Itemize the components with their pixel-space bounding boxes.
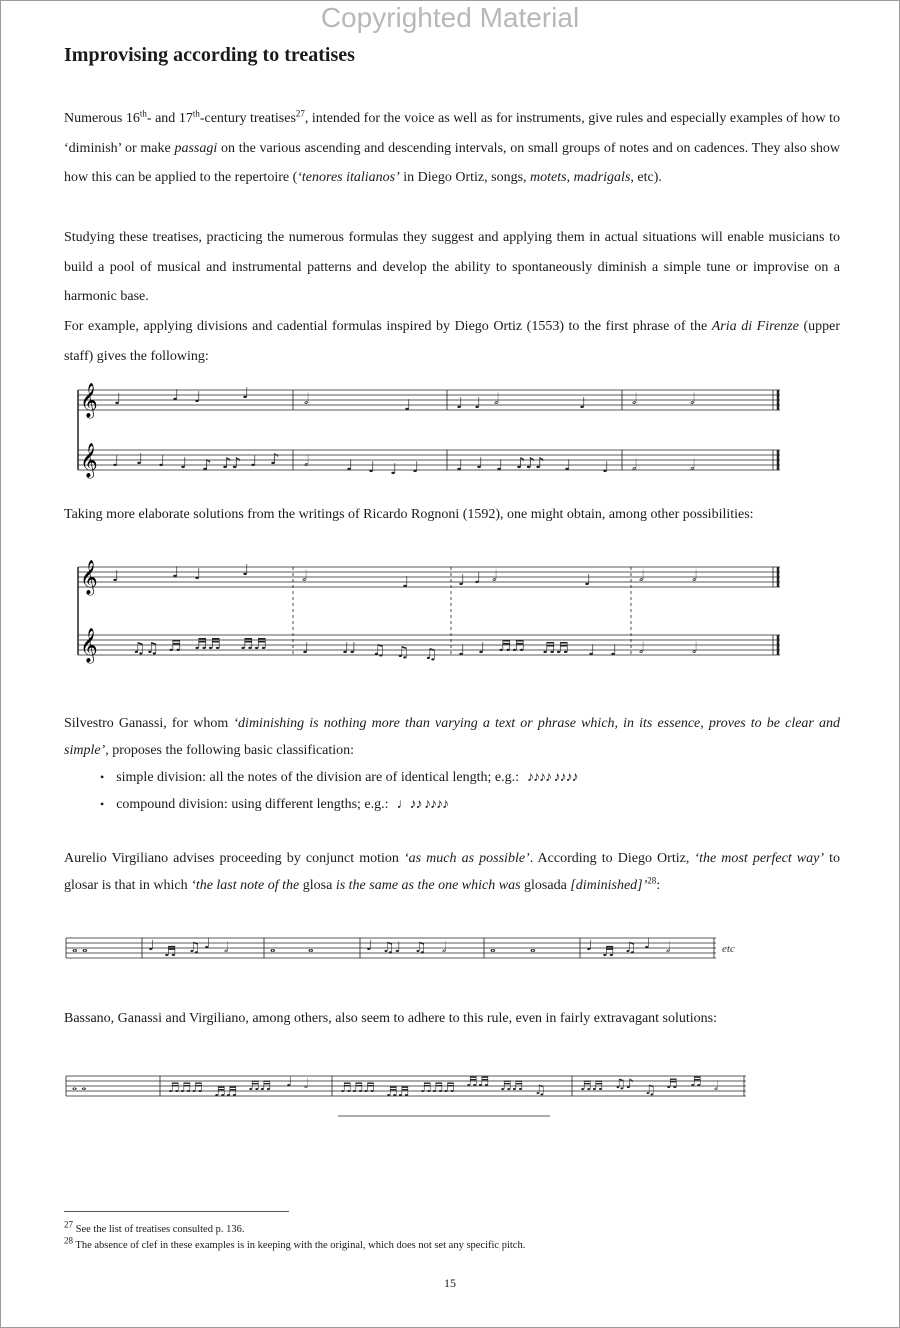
svg-text:♩: ♩ bbox=[579, 394, 587, 412]
svg-text:𝅗𝅥: 𝅗𝅥 bbox=[302, 567, 307, 585]
svg-text:𝅗𝅥: 𝅗𝅥 bbox=[494, 390, 499, 408]
svg-text:♩: ♩ bbox=[474, 394, 482, 412]
svg-text:♩: ♩ bbox=[496, 456, 504, 474]
svg-text:♫: ♫ bbox=[424, 645, 438, 663]
svg-text:♩: ♩ bbox=[194, 388, 202, 406]
svg-text:♩: ♩ bbox=[242, 384, 250, 402]
svg-text:𝅗𝅥: 𝅗𝅥 bbox=[666, 940, 671, 956]
svg-text:𝅗𝅥: 𝅗𝅥 bbox=[304, 390, 309, 408]
svg-text:𝅗𝅥: 𝅗𝅥 bbox=[692, 567, 697, 585]
svg-text:♩: ♩ bbox=[458, 641, 466, 659]
svg-text:♫: ♫ bbox=[414, 940, 427, 956]
paragraph-bassano: Bassano, Ganassi and Virgiliano, among others, also seem to adhere to this rule, even in fairly extravagant solutions: bbox=[64, 1011, 717, 1026]
svg-text:♩: ♩ bbox=[564, 456, 572, 474]
svg-text:𝄞: 𝄞 bbox=[80, 383, 98, 418]
svg-text:♫: ♫ bbox=[534, 1083, 546, 1098]
note-example: ♪♪♪♪ ♪♪♪♪ bbox=[527, 770, 578, 785]
svg-text:♪: ♪ bbox=[202, 456, 212, 474]
svg-text:♩: ♩ bbox=[148, 938, 155, 954]
svg-text:♪♪♪: ♪♪♪ bbox=[516, 454, 545, 472]
footnote-28: $^{28}$ The absence of clef in these examples is in keeping with the original, which does not set any specific pitch. bbox=[64, 1235, 526, 1251]
svg-text:♬♬: ♬♬ bbox=[194, 635, 221, 653]
svg-text:♫: ♫ bbox=[624, 940, 637, 956]
svg-text:♬♬: ♬♬ bbox=[466, 1075, 490, 1090]
svg-text:𝅗𝅥: 𝅗𝅥 bbox=[632, 456, 637, 474]
svg-text:♩: ♩ bbox=[456, 394, 464, 412]
svg-text:♩: ♩ bbox=[368, 458, 376, 476]
svg-text:♩: ♩ bbox=[172, 563, 180, 581]
svg-text:♩: ♩ bbox=[366, 938, 373, 954]
note-example: ♩♪♪ ♪♪♪♪ bbox=[396, 797, 449, 812]
svg-text:♬♬♬: ♬♬♬ bbox=[340, 1081, 375, 1096]
svg-text:♫♩: ♫♩ bbox=[382, 940, 402, 956]
svg-text:𝅗𝅥: 𝅗𝅥 bbox=[639, 639, 644, 657]
svg-text:𝅗𝅥: 𝅗𝅥 bbox=[304, 452, 309, 470]
section-heading: Improvising according to treatises bbox=[64, 44, 355, 66]
music-example-rognoni bbox=[64, 555, 784, 665]
svg-text:𝅝: 𝅝 bbox=[490, 940, 496, 956]
svg-text:𝅗𝅥: 𝅗𝅥 bbox=[442, 940, 447, 956]
svg-text:♩: ♩ bbox=[390, 460, 398, 478]
svg-text:♩: ♩ bbox=[112, 567, 120, 585]
svg-text:♩: ♩ bbox=[586, 938, 593, 954]
svg-text:𝅝 𝅝: 𝅝 𝅝 bbox=[72, 1079, 87, 1094]
svg-text:𝄞: 𝄞 bbox=[80, 560, 98, 595]
svg-text:𝅗𝅥: 𝅗𝅥 bbox=[714, 1079, 719, 1094]
svg-text:♬♬: ♬♬ bbox=[542, 639, 569, 657]
svg-text:♬♬: ♬♬ bbox=[500, 1079, 524, 1094]
paragraph-rognoni: Taking more elaborate solutions from the writings of Ricardo Rognoni (1592), one might obtain, among other possibilities: bbox=[64, 507, 754, 522]
svg-text:♩: ♩ bbox=[136, 450, 144, 468]
paragraph-treatises: Numerous 16th- and 17th-century treatises$^{27}$, intended for the voice as well as for instruments, give rules and especially examples of how to ‘diminish’ or make passagi on the various ascending and descending intervals, on small groups of notes and on cadences. They also show how this can be applied to the repertoire (‘tenores italianos’ in Diego Ortiz, songs, motets, madrigals, etc). bbox=[64, 108, 840, 185]
svg-text:𝅝: 𝅝 bbox=[530, 940, 536, 956]
paragraph-example-ortiz: For example, applying divisions and cadential formulas inspired by Diego Ortiz (1553) to the first phrase of the Aria di Firenze (upper staff) gives the following: bbox=[64, 319, 841, 364]
svg-text:♬: ♬ bbox=[690, 1075, 702, 1090]
svg-text:𝅗𝅥: 𝅗𝅥 bbox=[692, 639, 697, 657]
svg-text:♫: ♫ bbox=[188, 940, 201, 956]
svg-text:♩: ♩ bbox=[250, 452, 258, 470]
svg-text:♩: ♩ bbox=[286, 1075, 293, 1090]
svg-text:♩: ♩ bbox=[644, 936, 651, 952]
division-classification-list bbox=[100, 764, 578, 818]
list-item: • simple division: all the notes of the division are of identical length; e.g.: ♪♪♪♪ ♪♪♪♪ bbox=[100, 764, 578, 791]
svg-text:𝅗𝅥: 𝅗𝅥 bbox=[690, 390, 695, 408]
paragraph-virgiliano: Aurelio Virgiliano advises proceeding by conjunct motion ‘as much as possible’. According to Diego Ortiz, ‘the most perfect way’ to glosar is that in which ‘the last note of the glosa is the same as the one which was glosada [diminished]’$^{28}$: bbox=[64, 851, 841, 893]
footnote-ref[interactable]: 28 bbox=[647, 875, 657, 886]
svg-text:♩: ♩ bbox=[602, 458, 610, 476]
svg-text:♫♪: ♫♪ bbox=[614, 1077, 634, 1092]
etc-label: etc bbox=[722, 943, 735, 955]
svg-text:♩: ♩ bbox=[346, 456, 354, 474]
svg-text:♬: ♬ bbox=[168, 637, 182, 655]
svg-text:♬♬: ♬♬ bbox=[248, 1079, 272, 1094]
svg-text:𝅗𝅥: 𝅗𝅥 bbox=[224, 940, 229, 956]
svg-text:𝅝: 𝅝 bbox=[308, 940, 314, 956]
svg-text:♩♩: ♩♩ bbox=[342, 639, 357, 657]
svg-text:♬♬♬: ♬♬♬ bbox=[168, 1081, 203, 1096]
svg-text:𝅝: 𝅝 bbox=[270, 940, 276, 956]
svg-text:♩: ♩ bbox=[478, 639, 486, 657]
svg-text:𝄞: 𝄞 bbox=[80, 443, 98, 478]
svg-text:♬: ♬ bbox=[164, 944, 177, 960]
svg-text:♬♬: ♬♬ bbox=[240, 635, 267, 653]
svg-text:𝅗𝅥: 𝅗𝅥 bbox=[632, 390, 637, 408]
svg-text:♩: ♩ bbox=[610, 641, 618, 659]
svg-text:♬: ♬ bbox=[602, 944, 615, 960]
svg-text:♩: ♩ bbox=[474, 569, 482, 587]
svg-text:♩: ♩ bbox=[242, 561, 250, 579]
watermark: Copyrighted Material bbox=[320, 2, 580, 33]
music-example-ortiz bbox=[64, 378, 784, 488]
svg-text:♫: ♫ bbox=[396, 643, 410, 661]
svg-text:𝅗𝅥: 𝅗𝅥 bbox=[690, 456, 695, 474]
list-item: • compound division: using different lengths; e.g.: ♩♪♪ ♪♪♪♪ bbox=[100, 791, 578, 818]
svg-text:♬♬♬: ♬♬♬ bbox=[420, 1081, 455, 1096]
svg-text:♩: ♩ bbox=[180, 454, 188, 472]
page-number: 15 bbox=[444, 1276, 456, 1290]
svg-text:𝅗𝅥: 𝅗𝅥 bbox=[639, 567, 644, 585]
svg-text:♬♬: ♬♬ bbox=[580, 1079, 604, 1094]
svg-text:♫: ♫ bbox=[644, 1083, 656, 1098]
svg-text:𝅗𝅥: 𝅗𝅥 bbox=[304, 1077, 309, 1092]
svg-text:♩: ♩ bbox=[412, 458, 420, 476]
svg-text:𝄞: 𝄞 bbox=[80, 628, 98, 663]
svg-text:𝅗𝅥: 𝅗𝅥 bbox=[492, 567, 497, 585]
svg-text:♩: ♩ bbox=[114, 390, 122, 408]
svg-text:♩: ♩ bbox=[158, 452, 166, 470]
svg-text:♩: ♩ bbox=[456, 456, 464, 474]
svg-text:♩: ♩ bbox=[588, 641, 596, 659]
paragraph-studying: Studying these treatises, practicing the numerous formulas they suggest and applying them in actual situations will enable musicians to build a pool of musical and instrumental patterns and develop the ability to spontaneously diminish a simple tune or improvise on a harmonic base. bbox=[64, 230, 840, 304]
svg-text:♩: ♩ bbox=[194, 565, 202, 583]
svg-text:♩: ♩ bbox=[584, 571, 592, 589]
music-example-bassano bbox=[64, 1062, 784, 1124]
svg-text:♬♬: ♬♬ bbox=[214, 1085, 238, 1100]
svg-text:♩: ♩ bbox=[172, 386, 180, 404]
svg-text:♫♫: ♫♫ bbox=[132, 639, 159, 657]
svg-text:♩: ♩ bbox=[112, 452, 120, 470]
svg-text:♫: ♫ bbox=[372, 641, 386, 659]
svg-text:𝅝 𝅝: 𝅝 𝅝 bbox=[72, 940, 88, 956]
footnote-27: $^{27}$ See the list of treatises consulted p. 136. bbox=[64, 1219, 245, 1235]
svg-text:♩: ♩ bbox=[404, 396, 412, 414]
svg-text:♩: ♩ bbox=[458, 571, 466, 589]
footnote-ref[interactable]: 27 bbox=[295, 108, 305, 119]
svg-text:♩: ♩ bbox=[302, 639, 310, 657]
svg-text:♩: ♩ bbox=[476, 454, 484, 472]
svg-text:♬♬: ♬♬ bbox=[498, 637, 525, 655]
footnote-rule bbox=[64, 1211, 289, 1212]
svg-text:♬♬: ♬♬ bbox=[386, 1085, 410, 1100]
svg-text:♩: ♩ bbox=[402, 573, 410, 591]
paragraph-ganassi: Silvestro Ganassi, for whom ‘diminishing is nothing more than varying a text or phrase which, in its essence, proves to be clear and simple’, proposes the following basic classification: bbox=[64, 716, 840, 758]
svg-text:♬: ♬ bbox=[666, 1077, 678, 1092]
svg-text:♩: ♩ bbox=[204, 936, 211, 952]
svg-text:♪: ♪ bbox=[270, 450, 280, 468]
svg-text:♪♪: ♪♪ bbox=[222, 454, 242, 472]
music-example-virgiliano bbox=[64, 928, 784, 973]
